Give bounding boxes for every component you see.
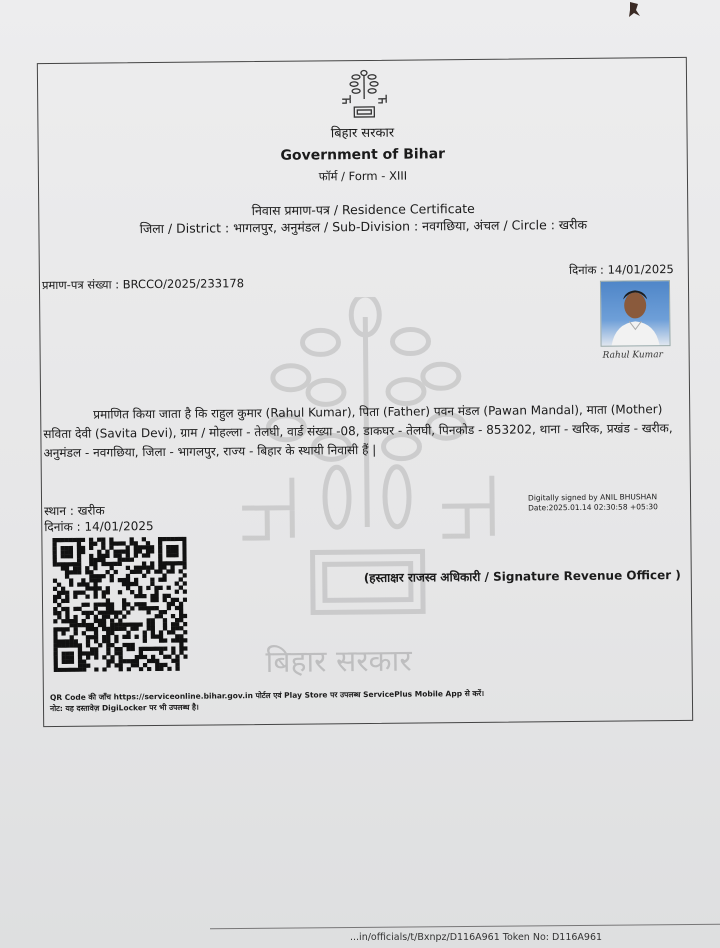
district-line: जिला / District : भागलपुर, अनुमंडल / Sub-Division : नवगछिया, अंचल / Circle : खरीक [139,216,588,237]
govt-title: Government of Bihar [280,146,446,164]
person-icon [601,281,670,346]
token-line: ...in/officials/t/Bxnpz/D116A961 Token No: D116A961 [350,932,603,943]
qr-verification-note: QR Code की जाँच https://serviceonline.bihar.gov.in पोर्टल एवं Play Store पर उपलब्ध ServicePlus Mobile App से करें। [49,688,485,703]
certificate-body-text: प्रमाणित किया जाता है कि राहुल कुमार (Rahul Kumar), पिता (Father) पवन मंडल (Pawan Mandal), माता (Mother) सविता देवी (Savita Devi), ग्राम / मोहल्ला - तेलघी, वार्ड संख्या -08, डाकघर - तेलघी, पिनकोड - 853202, थाना - खरिक, प्रखंड - खरीक, अनुमंडल - नवगछिया, जिला - भागलपुर, राज्य - बिहार के स्थायी निवासी हैं | [43,402,673,461]
certificate-body [43,400,684,463]
watermark-text: बिहार सरकार [265,643,412,680]
digital-signature-date: Date:2025.01.14 02:30:58 +05:30 [528,502,658,513]
hindi-govt-title: बिहार सरकार [330,125,395,142]
digilocker-note: नोट: यह दस्तावेज़ DigiLocker पर भी उपलब्ध है। [49,702,199,714]
photo-signature: Rahul Kumar [602,350,663,361]
certificate-number: प्रमाण-पत्र संख्या : BRCCO/2025/233178 [41,276,245,293]
digital-signature-name: Digitally signed by ANIL BHUSHAN [527,492,658,503]
place-of-issue: स्थान : खरीक [44,503,105,519]
qr-code [52,537,187,672]
certificate-frame [37,57,693,727]
paper-stain [626,0,642,18]
bihar-emblem-watermark [230,296,504,679]
form-number: फॉर्म / Form - XIII [318,168,408,184]
applicant-photo [600,280,671,347]
certificate-footer [50,688,484,714]
certificate-title: निवास प्रमाण-पत्र / Residence Certificate [251,200,475,219]
issue-date-bottom: दिनांक : 14/01/2025 [44,519,154,535]
revenue-officer-signature-label: (हस्ताक्षर राजस्व अधिकारी / Signature Revenue Officer ) [363,567,681,586]
bihar-emblem-logo [336,69,392,122]
digital-signature-block [528,492,658,513]
issue-date-top: दिनांक : 14/01/2025 [569,262,674,278]
